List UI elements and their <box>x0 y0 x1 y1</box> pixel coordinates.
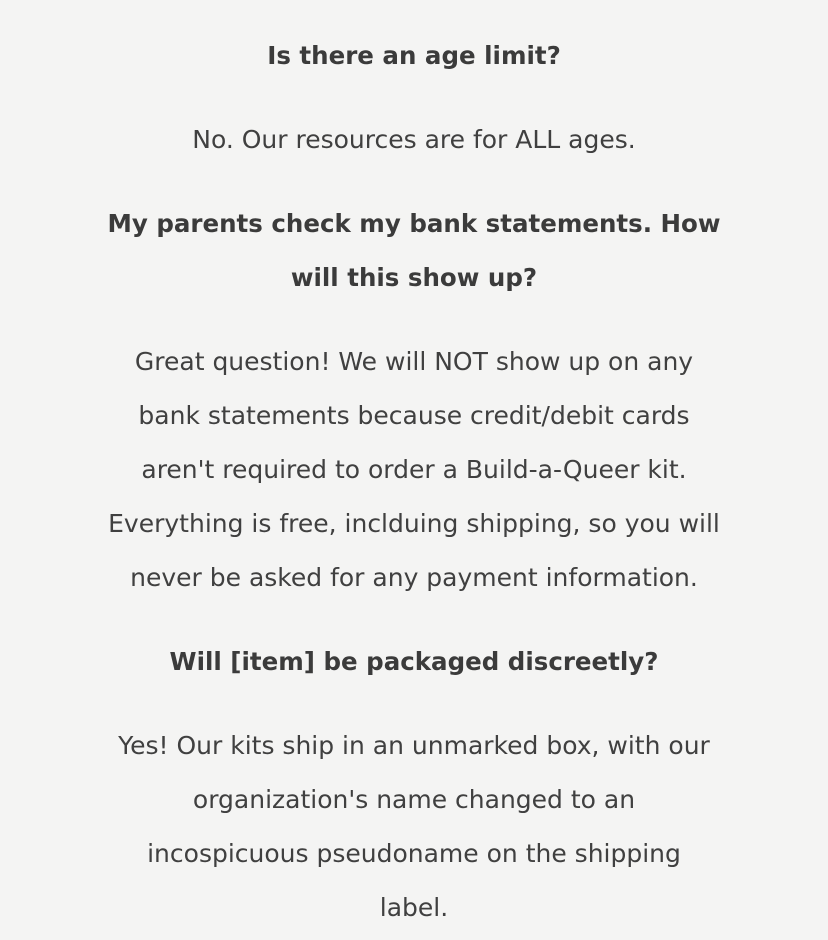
faq-answer-line: Yes! Our kits ship in an unmarked box, with our <box>118 731 710 760</box>
faq-answer-line: organization's name changed to an <box>192 785 636 814</box>
faq-question-bank-statements <box>60 197 768 305</box>
faq-answer-line: incospicuous pseudoname on the shipping <box>147 839 681 868</box>
faq-question-line: will this show up? <box>290 263 538 292</box>
faq-question-text: Is there an age limit? <box>267 41 561 70</box>
faq-answer-line: never be asked for any payment information. <box>130 563 698 592</box>
faq-answer-line: No. Our resources are for ALL ages. <box>192 125 636 154</box>
faq-answer-age-limit <box>60 113 768 167</box>
faq-question-line: My parents check my bank statements. How <box>107 209 721 238</box>
faq-answer-bank-statements <box>60 335 768 605</box>
faq-answer-line: bank statements because credit/debit cards <box>138 401 690 430</box>
faq-question-text: Will [item] be packaged discreetly? <box>169 647 659 676</box>
faq-answer-line: Everything is free, inclduing shipping, so you will <box>108 509 720 538</box>
faq-question-discreet-packaging <box>60 635 768 689</box>
faq-answer-discreet-packaging <box>60 719 768 935</box>
faq-question-age-limit <box>60 29 768 83</box>
faq-answer-line: label. <box>379 893 449 922</box>
faq-answer-line: aren't required to order a Build-a-Queer kit. <box>141 455 687 484</box>
faq-answer-line: Great question! We will NOT show up on any <box>134 347 694 376</box>
